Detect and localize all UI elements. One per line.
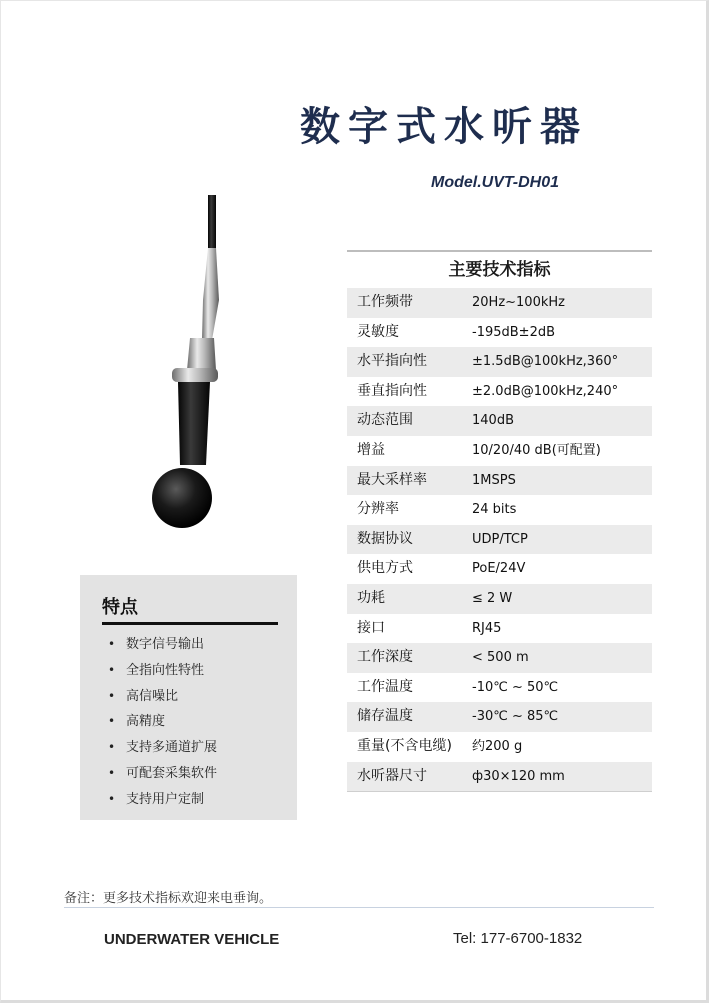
- footnote: 备注：更多技术指标欢迎来电垂询。: [64, 891, 273, 906]
- spec-value: 10/20/40 dB(可配置): [472, 442, 601, 458]
- spec-label: 功耗: [357, 589, 385, 606]
- feature-item: [108, 735, 217, 761]
- features-divider: [102, 622, 278, 625]
- bullet-icon: •: [108, 740, 116, 755]
- spec-value: RJ45: [472, 620, 502, 636]
- spec-row: [347, 614, 652, 644]
- spec-label: 工作深度: [357, 649, 413, 666]
- spec-label: 重量(不含电缆): [357, 737, 452, 754]
- feature-text: 支持多通道扩展: [126, 740, 218, 756]
- spec-row: [347, 288, 652, 318]
- metal-ring: [172, 368, 218, 382]
- feature-item: [108, 684, 217, 710]
- spec-row: [347, 673, 652, 703]
- spec-row: [347, 584, 652, 614]
- spec-row: [347, 377, 652, 407]
- spec-label: 增益: [357, 441, 385, 458]
- features-heading: 特点: [102, 597, 138, 618]
- spec-row: [347, 762, 652, 792]
- hydrophone-image: [140, 190, 240, 535]
- company-name: UNDERWATER VEHICLE: [104, 931, 280, 948]
- spec-table-heading: 主要技术指标: [347, 250, 652, 288]
- spec-value: ±2.0dB@100kHz,240°: [472, 383, 619, 399]
- feature-text: 可配套采集软件: [126, 765, 218, 781]
- spec-row: [347, 702, 652, 732]
- spec-value: ≤ 2 W: [472, 590, 513, 606]
- features-list: [108, 632, 217, 813]
- spec-row: [347, 406, 652, 436]
- cable: [208, 195, 216, 250]
- spec-label: 水听器尺寸: [357, 767, 427, 784]
- spec-row: [347, 554, 652, 584]
- metal-taper: [202, 248, 219, 340]
- spec-row: [347, 436, 652, 466]
- spec-label: 垂直指向性: [357, 382, 427, 399]
- spec-table-body: [347, 288, 652, 791]
- bullet-icon: •: [108, 765, 116, 780]
- spec-value: ±1.5dB@100kHz,360°: [472, 354, 619, 370]
- spec-row: [347, 495, 652, 525]
- sensor-ball: [152, 468, 212, 528]
- spec-label: 工作频带: [357, 294, 413, 310]
- page-title: 数字式水听器: [300, 104, 588, 150]
- feature-item: [108, 632, 217, 658]
- feature-text: 高信噪比: [126, 688, 179, 704]
- spec-label: 最大采样率: [357, 471, 427, 488]
- spec-value: ф30×120 mm: [472, 768, 565, 784]
- spec-value: PoE/24V: [472, 561, 526, 577]
- spec-label: 水平指向性: [357, 353, 427, 370]
- model-number: Model.UVT-DH01: [431, 174, 560, 191]
- feature-item: [108, 787, 217, 813]
- spec-value: 约200 g: [472, 738, 523, 754]
- spec-label: 供电方式: [357, 560, 413, 577]
- black-handle: [178, 382, 210, 465]
- bullet-icon: •: [108, 662, 116, 677]
- feature-item: [108, 709, 217, 735]
- spec-value: -195dB±2dB: [472, 324, 556, 340]
- spec-row: [347, 732, 652, 762]
- spec-row: [347, 347, 652, 377]
- spec-label: 储存温度: [357, 708, 413, 725]
- spec-value: -30℃ ~ 85℃: [472, 709, 559, 725]
- spec-row: [347, 525, 652, 555]
- feature-item: [108, 761, 217, 787]
- features-panel: [80, 575, 297, 820]
- spec-row: [347, 318, 652, 348]
- spec-value: UDP/TCP: [472, 531, 528, 547]
- phone-number: Tel: 177-6700-1832: [453, 930, 583, 947]
- spec-label: 工作温度: [357, 678, 413, 695]
- spec-label: 动态范围: [357, 412, 413, 429]
- feature-text: 支持用户定制: [126, 791, 205, 807]
- bullet-icon: •: [108, 688, 116, 703]
- bullet-icon: •: [108, 791, 116, 806]
- spec-value: < 500 m: [472, 650, 529, 666]
- feature-text: 数字信号输出: [126, 637, 205, 652]
- spec-row: [347, 466, 652, 496]
- bullet-icon: •: [108, 637, 116, 651]
- footnote-divider: [64, 907, 654, 908]
- metal-body: [187, 338, 216, 370]
- spec-value: 1MSPS: [472, 472, 516, 488]
- spec-row: [347, 643, 652, 673]
- bullet-icon: •: [108, 714, 116, 729]
- feature-item: [108, 658, 217, 684]
- feature-text: 高精度: [126, 714, 166, 730]
- spec-label: 接口: [357, 619, 385, 636]
- spec-value: 140dB: [472, 413, 514, 429]
- spec-table: [347, 250, 652, 792]
- spec-table-divider: [347, 791, 652, 792]
- spec-label: 数据协议: [357, 530, 413, 547]
- spec-value: 24 bits: [472, 502, 517, 518]
- spec-label: 分辨率: [357, 501, 399, 518]
- spec-label: 灵敏度: [357, 323, 399, 340]
- feature-text: 全指向性特性: [126, 662, 205, 678]
- spec-value: 20Hz~100kHz: [472, 295, 565, 310]
- spec-value: -10℃ ~ 50℃: [472, 679, 559, 695]
